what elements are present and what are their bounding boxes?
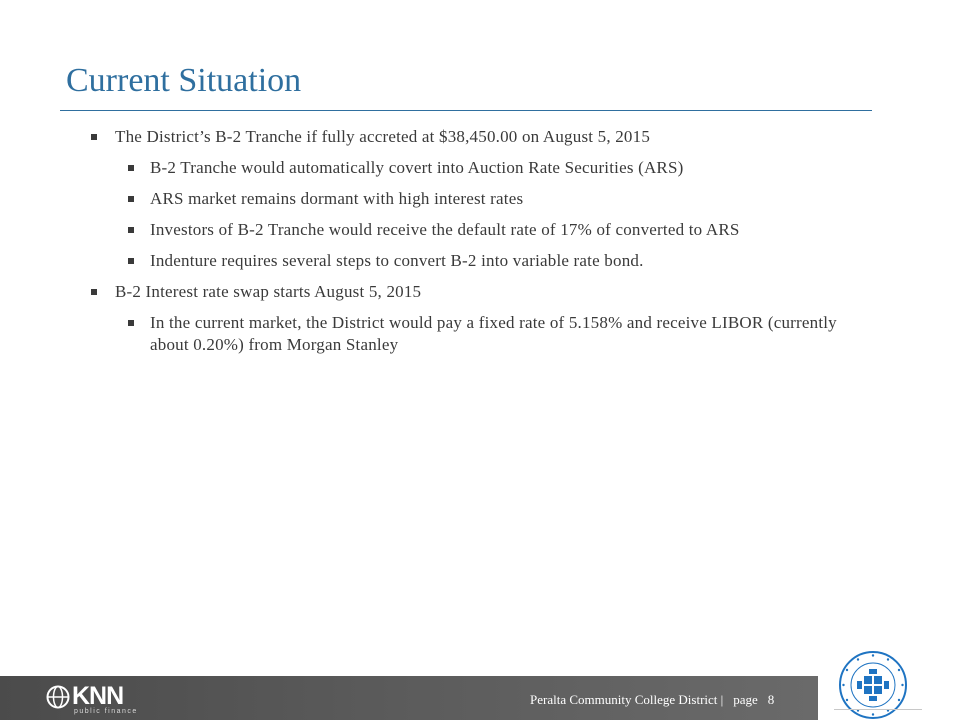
bullet-item <box>0 126 855 148</box>
bullet-text: B-2 Tranche would automatically covert into Auction Rate Securities (ARS) <box>150 158 684 177</box>
sub-bullet-item <box>0 188 855 210</box>
bullet-text: Investors of B-2 Tranche would receive the default rate of 17% of converted to ARS <box>150 220 740 239</box>
bullet-list <box>0 126 960 365</box>
footer-district: Peralta Community College District | <box>530 692 724 707</box>
footer-bar <box>0 676 818 720</box>
knn-globe-icon <box>46 685 70 709</box>
bullet-text: B-2 Interest rate swap starts August 5, 2015 <box>115 282 422 301</box>
bullet-text: ARS market remains dormant with high interest rates <box>150 189 524 208</box>
footer-page-label: page <box>733 692 758 707</box>
square-bullet-icon <box>91 134 97 140</box>
square-bullet-icon <box>128 320 134 326</box>
square-bullet-icon <box>128 196 134 202</box>
title-divider <box>60 110 872 111</box>
square-bullet-icon <box>128 227 134 233</box>
page-number: 8 <box>767 692 775 707</box>
knn-logo-subtitle: public finance <box>74 708 138 715</box>
sub-bullet-item <box>0 312 855 356</box>
sub-bullet-item <box>0 157 855 179</box>
bullet-text: Indenture requires several steps to convert B-2 into variable rate bond. <box>150 251 644 270</box>
square-bullet-icon <box>128 165 134 171</box>
bullet-text: In the current market, the District would pay a fixed rate of 5.158% and receive LIBOR (currently about 0.20%) from Morgan Stanley <box>150 313 837 354</box>
knn-logo-name: KNN <box>72 682 124 710</box>
sub-bullet-item <box>0 250 855 272</box>
logo-divider <box>834 709 922 710</box>
bullet-text: The District’s B-2 Tranche if fully accreted at $38,450.00 on August 5, 2015 <box>115 127 651 146</box>
footer-caption <box>530 692 774 708</box>
knn-logo <box>46 684 146 714</box>
sub-bullet-item <box>0 219 855 241</box>
slide-title: Current Situation <box>66 62 302 99</box>
square-bullet-icon <box>91 289 97 295</box>
bullet-item <box>0 281 855 303</box>
square-bullet-icon <box>128 258 134 264</box>
